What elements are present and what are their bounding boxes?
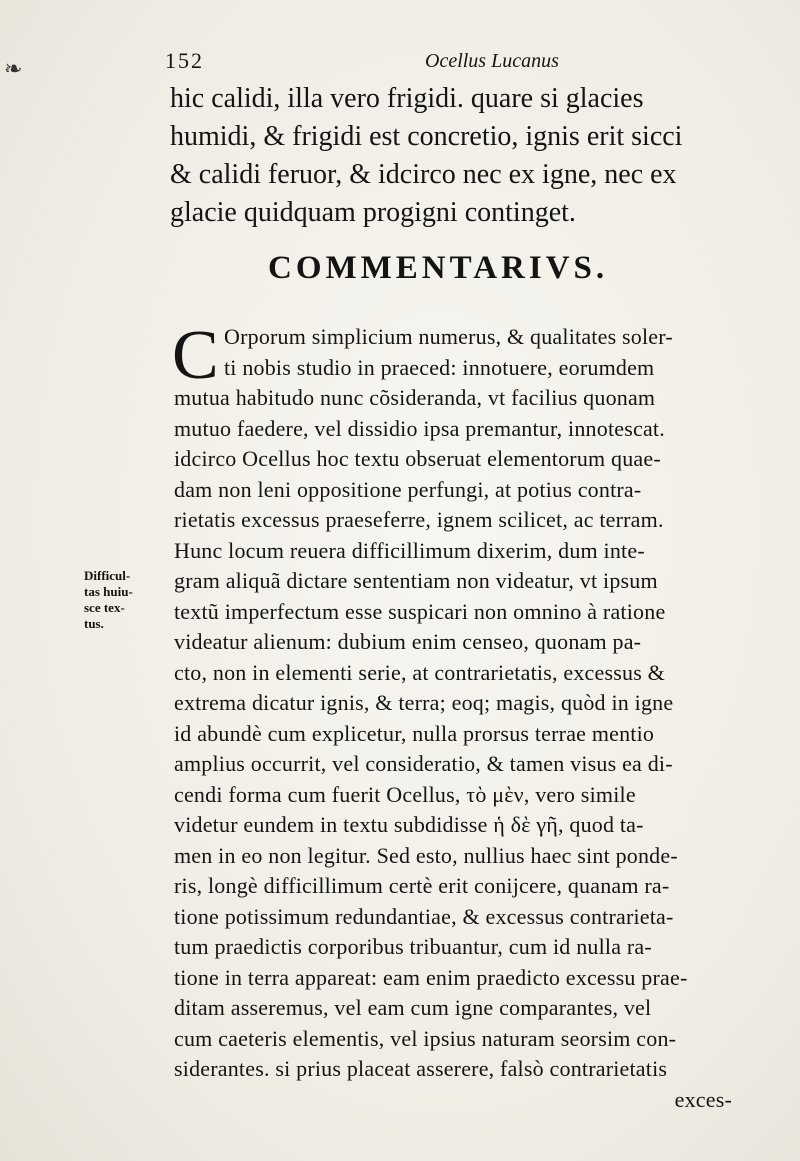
commentary-line: cendi forma cum fuerit Ocellus, τὸ μὲν, vero simile (174, 781, 636, 807)
commentary-line: mutuo faedere, vel dissidio ipsa premantur, innotescat. (174, 415, 665, 441)
drop-cap-initial: C (172, 317, 219, 394)
commentary-line: tione potissimum redundantiae, & excessus contrarieta- (174, 903, 674, 929)
commentary-line: ditam asseremus, vel eam cum igne comparantes, vel (174, 995, 652, 1020)
catchword: exces- (674, 1086, 732, 1112)
commentary-line: mutua habitudo nunc cõsideranda, vt facilius quonam (174, 385, 656, 410)
commentary-line: Orporum simplicium numerus, & qualitates soler- (224, 324, 673, 349)
commentary-line: id abundè cum explicetur, nulla prorsus terrae mentio (174, 720, 655, 746)
commentary-line: tum praedictis corporibus tribuantur, cum id nulla ra- (174, 934, 652, 959)
main-text-line: & calidi feruor, & idcirco nec ex igne, nec ex (170, 159, 677, 190)
commentary-line: rietatis excessus praeseferre, ignem scilicet, ac terram. (174, 507, 664, 532)
commentary-heading: COMMENTARIVS. (268, 250, 609, 286)
marginal-note-line: Difficul- (84, 568, 131, 583)
marginal-note-line: sce tex- (84, 600, 125, 615)
main-text (170, 80, 770, 232)
commentary-line: men in eo non legitur. Sed esto, nullius haec sint ponde- (174, 842, 678, 868)
edge-mark: ❧ (4, 56, 23, 81)
commentary-line: textũ imperfectum esse suspicari non omnino à ratione (174, 598, 666, 624)
commentary-line: videtur eundem in textu subdidisse ἡ δὲ γῆ, quod ta- (174, 812, 644, 837)
main-text-line: hic calidi, illa vero frigidi. quare si glacies (170, 83, 644, 114)
main-text-line: glacie quidquam progigni continget. (170, 197, 576, 228)
commentary-line: siderantes. si prius placeat asserere, falsò contrarietatis (174, 1056, 668, 1081)
commentary-line: Hunc locum reuera difficillimum dixerim, dum inte- (174, 537, 645, 563)
page-header (165, 46, 725, 76)
commentary-line: gram aliquã dictare sententiam non videatur, vt ipsum (174, 568, 658, 593)
running-title: Ocellus Lucanus (425, 50, 559, 72)
commentary-text (172, 317, 780, 1115)
page-number: 152 (165, 48, 204, 73)
commentary-line: extrema dicatur ignis, & terra; eoq; magis, quòd in igne (174, 690, 674, 715)
commentary-line: videatur alienum: dubium enim censeo, quonam pa- (174, 629, 642, 654)
commentary-line: ti nobis studio in praeced: innotuere, eorumdem (224, 354, 655, 380)
marginal-note-line: tus. (84, 616, 104, 631)
commentary-line: ris, longè difficillimum certè erit conijcere, quanam ra- (174, 873, 670, 898)
marginal-note-line: tas huiu- (84, 584, 133, 599)
marginal-note (84, 568, 172, 632)
main-text-line: humidi, & frigidi est concretio, ignis erit sicci (170, 121, 683, 152)
commentary-line: cto, non in elementi serie, at contrarietatis, excessus & (174, 659, 665, 685)
commentary-line: dam non leni oppositione perfungi, at potius contra- (174, 476, 642, 502)
commentary-line: idcirco Ocellus hoc textu obseruat elementorum quae- (174, 446, 661, 471)
commentary-line: amplius occurrit, vel consideratio, & tamen visus ea di- (174, 751, 673, 776)
commentary-line: tione in terra appareat: eam enim praedicto excessu prae- (174, 964, 688, 990)
commentary-line: cum caeteris elementis, vel ipsius naturam seorsim con- (174, 1025, 677, 1051)
